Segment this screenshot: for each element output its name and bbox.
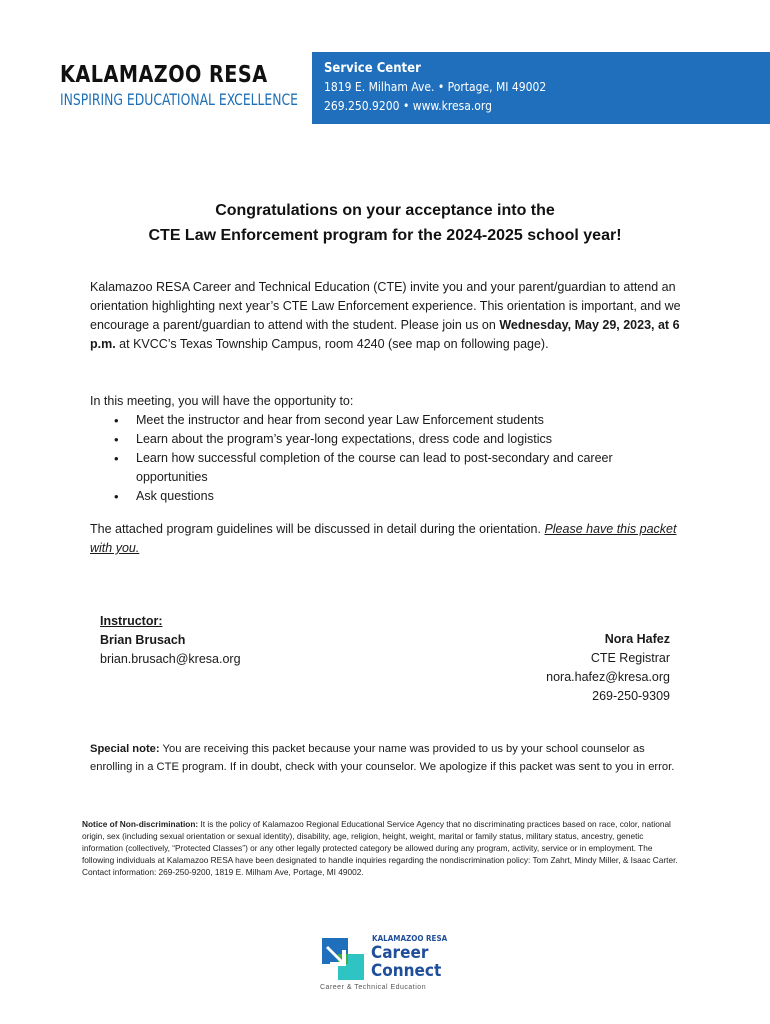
opportunities-section	[90, 392, 682, 506]
guidelines-paragraph	[90, 520, 682, 558]
kresa-logo	[60, 62, 310, 109]
meeting-location: at KVCC’s Texas Township Campus, room 4240 (see map on following page).	[115, 337, 549, 351]
opportunities-intro: In this meeting, you will have the opportunity to:	[90, 394, 354, 408]
invitation-paragraph	[90, 278, 682, 354]
list-item: • Learn how successful completion of the course can lead to post-secondary and career opportunities	[90, 449, 682, 487]
meeting-date: Wednesday, May 29, 2023, at 6 p.m.	[90, 318, 680, 351]
career-connect-logo	[320, 930, 500, 1010]
logo-name: KALAMAZOO RESA	[60, 62, 268, 88]
heading-line-1: Congratulations on your acceptance into the	[215, 202, 555, 219]
letter-heading	[0, 198, 770, 248]
special-note-label: Special note:	[90, 743, 160, 755]
career-connect-word-2: Connect	[371, 961, 442, 981]
instructor-contact	[100, 612, 241, 669]
nondiscrimination-text: It is the policy of Kalamazoo Regional Educational Service Agency that no discriminating practices based on race, color, national origin, sex (including sexual orientation or sexual identity), disability, age, religion, height, weight, marital or family status, military status, ancestry, genetic information (collectively, “Protected Classes”) or any other legally protected category be allowed during any program, activity, service or in employment. The following individuals at Kalamazoo RESA have been designated to handle inquiries regarding the nondiscrimination policy: Tom Zahrt, Mindy Miller, & Isaac Carter. Contact information: 269-250-9200, 1819 E. Milham Ave, Portage, MI 49002.	[82, 819, 678, 877]
service-center-contact: 269.250.9200 • www.kresa.org	[324, 99, 492, 113]
registrar-email: nora.hafez@kresa.org	[546, 670, 670, 684]
packet-reminder: Please have this packet with you.	[90, 522, 677, 555]
career-connect-subtitle: Career & Technical Education	[320, 984, 427, 991]
guidelines-text: The attached program guidelines will be discussed in detail during the orientation.	[90, 522, 545, 536]
opportunities-list	[90, 411, 682, 506]
career-connect-word-1: Career	[371, 943, 429, 963]
career-connect-org: KALAMAZOO RESA	[372, 934, 448, 943]
registrar-contact	[546, 630, 670, 706]
registrar-name: Nora Hafez	[604, 632, 670, 646]
special-note-text: You are receiving this packet because your name was provided to us by your school counselor as enrolling in a CTE program. If in doubt, check with your counselor. We apologize if this packet was sent to you in error.	[90, 743, 675, 773]
instructor-email: brian.brusach@kresa.org	[100, 652, 241, 666]
list-item: • Learn about the program’s year-long expectations, dress code and logistics	[90, 430, 682, 449]
instructor-label: Instructor:	[100, 614, 163, 628]
service-center-band	[312, 52, 770, 124]
list-item: • Ask questions	[90, 487, 682, 506]
special-note	[90, 740, 684, 776]
instructor-name: Brian Brusach	[100, 633, 186, 647]
career-connect-mark-icon	[320, 936, 366, 982]
logo-tagline: INSPIRING EDUCATIONAL EXCELLENCE	[60, 90, 298, 109]
registrar-title: CTE Registrar	[590, 651, 670, 665]
service-center-title: Service Center	[324, 61, 421, 76]
heading-line-2: CTE Law Enforcement program for the 2024-2025 school year!	[148, 227, 622, 244]
registrar-phone: 269-250-9309	[592, 689, 670, 703]
nondiscrimination-label: Notice of Non-discrimination:	[82, 819, 199, 829]
list-item: • Meet the instructor and hear from second year Law Enforcement students	[90, 411, 682, 430]
invitation-text: Kalamazoo RESA Career and Technical Education (CTE) invite you and your parent/guardian to attend an orientation highlighting next year’s CTE Law Enforcement experience. This orientation is important, and we encourage a parent/guardian to attend with the student. Please join us on	[90, 280, 681, 332]
service-center-address: 1819 E. Milham Ave. • Portage, MI 49002	[324, 80, 547, 94]
nondiscrimination-notice	[82, 818, 682, 878]
